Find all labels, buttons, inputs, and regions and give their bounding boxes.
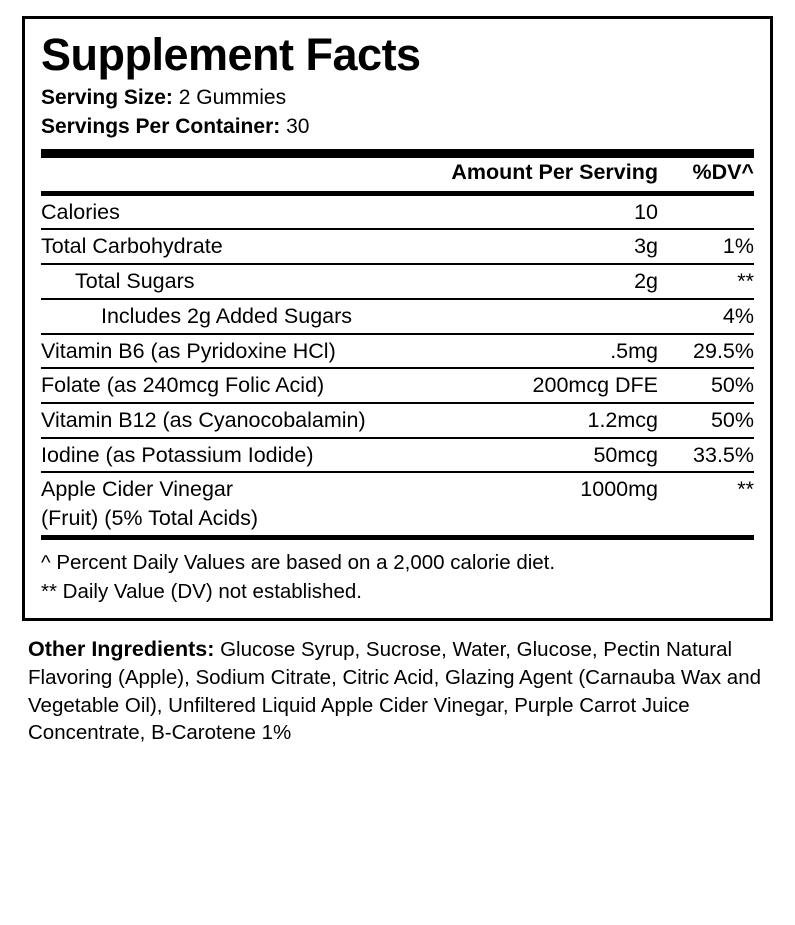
header-daily-value: %DV^	[692, 159, 754, 184]
serving-size-line	[41, 84, 754, 112]
header-spacer	[41, 158, 418, 193]
other-ingredients-label: Other Ingredients:	[28, 637, 215, 662]
row-dv: 33.5%	[662, 438, 754, 473]
row-dv: 1%	[662, 229, 754, 264]
row-name: (Fruit) (5% Total Acids)	[41, 506, 259, 531]
row-amount: 1000mg	[418, 472, 662, 506]
table-row	[41, 334, 754, 369]
row-amount: 50mcg	[418, 438, 662, 473]
table-row	[41, 299, 754, 334]
row-amount	[418, 299, 662, 334]
row-dv: 29.5%	[662, 334, 754, 369]
row-amount: 3g	[418, 229, 662, 264]
other-ingredients-text: Glucose Syrup, Sucrose, Water, Glucose, Pectin Natural Flavoring (Apple), Sodium Citrate, Citric Acid, Glazing Agent (Carnauba Wax and Vegetable Oil), Unfiltered Liquid Apple Cider Vinegar, Purple Carrot Juice Concentrate, B-Carotene 1%	[28, 638, 762, 745]
row-name: Calories	[41, 193, 418, 229]
row-name: Iodine (as Potassium Iodide)	[41, 438, 418, 473]
row-dv: **	[662, 472, 754, 506]
row-amount: 2g	[418, 264, 662, 299]
footnote-dv-not-established: ** Daily Value (DV) not established.	[41, 579, 362, 603]
row-dv: **	[662, 264, 754, 299]
servings-per-container-label: Servings Per Container:	[41, 114, 281, 138]
header-amount-per-serving: Amount Per Serving	[451, 159, 658, 184]
table-row-continuation	[41, 506, 754, 535]
row-amount: 10	[418, 193, 662, 229]
row-dv	[662, 193, 754, 229]
nutrition-table	[41, 158, 754, 535]
footnotes	[41, 540, 754, 606]
row-dv: 4%	[662, 299, 754, 334]
servings-per-container-line	[41, 113, 754, 141]
table-row	[41, 438, 754, 473]
row-name: Total Sugars	[41, 264, 418, 299]
row-name: Apple Cider Vinegar	[41, 472, 418, 506]
row-name: Folate (as 240mcg Folic Acid)	[41, 368, 418, 403]
row-dv: 50%	[662, 368, 754, 403]
row-name: Vitamin B6 (as Pyridoxine HCl)	[41, 334, 418, 369]
table-row	[41, 264, 754, 299]
panel-title: Supplement Facts	[41, 29, 421, 80]
supplement-facts-panel	[22, 16, 773, 621]
panel-rule-thick	[41, 149, 754, 158]
table-row	[41, 368, 754, 403]
row-name: Total Carbohydrate	[41, 229, 418, 264]
table-row	[41, 472, 754, 506]
row-amount: 1.2mcg	[418, 403, 662, 438]
serving-size-label: Serving Size:	[41, 86, 173, 110]
row-dv: 50%	[662, 403, 754, 438]
row-amount: .5mg	[418, 334, 662, 369]
table-row	[41, 193, 754, 229]
table-header-row	[41, 158, 754, 193]
row-dv	[662, 506, 754, 535]
row-amount: 200mcg DFE	[418, 368, 662, 403]
footnote-percent-daily-value: ^ Percent Daily Values are based on a 2,000 calorie diet.	[41, 550, 556, 574]
row-name: Vitamin B12 (as Cyanocobalamin)	[41, 403, 418, 438]
row-name: Includes 2g Added Sugars	[41, 299, 418, 334]
table-row	[41, 403, 754, 438]
serving-size-value: 2 Gummies	[178, 86, 287, 110]
row-amount	[418, 506, 662, 535]
servings-per-container-value: 30	[286, 114, 310, 138]
table-row	[41, 229, 754, 264]
other-ingredients	[22, 621, 782, 747]
